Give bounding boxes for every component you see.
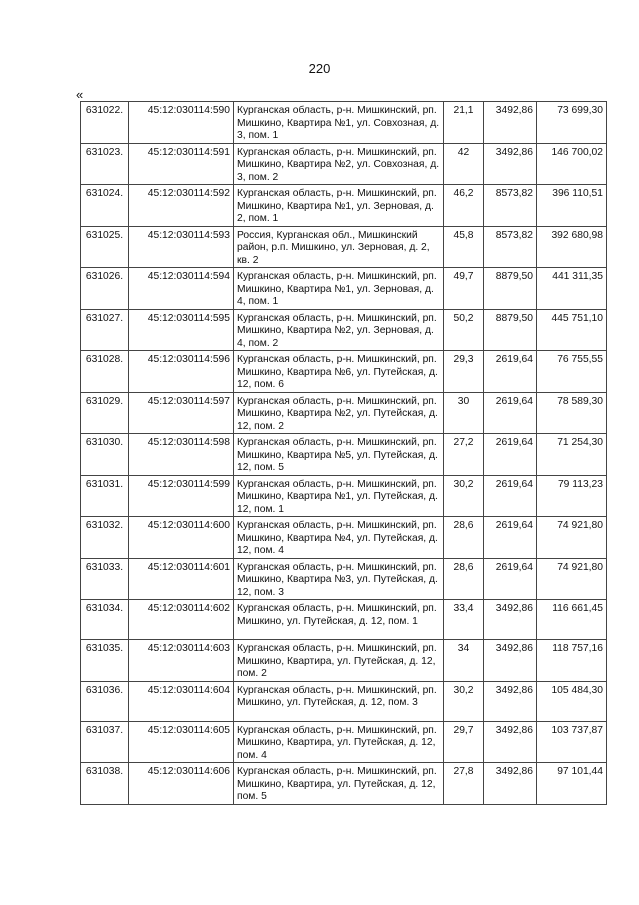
unit-price-cell: 2619,64 — [484, 434, 537, 476]
table-row — [81, 721, 607, 763]
unit-price-cell: 3492,86 — [484, 102, 537, 144]
address-cell: Курганская область, р-н. Мишкинский, рп. Мишкино, Квартира №6, ул. Путейская, д. 12, пом. 6 — [234, 351, 444, 393]
total-value-cell: 74 921,80 — [537, 558, 607, 600]
area-cell: 34 — [444, 640, 484, 682]
address-cell: Курганская область, р-н. Мишкинский, рп. Мишкино, Квартира, ул. Путейская, д. 12, пом. 5 — [234, 763, 444, 805]
table-row — [81, 351, 607, 393]
total-value-cell: 76 755,55 — [537, 351, 607, 393]
total-value-cell: 396 110,51 — [537, 185, 607, 227]
address-cell: Курганская область, р-н. Мишкинский, рп. Мишкино, Квартира, ул. Путейская, д. 12, пом. 2 — [234, 640, 444, 682]
address-cell: Курганская область, р-н. Мишкинский, рп. Мишкино, Квартира №3, ул. Путейская, д. 12, пом. 3 — [234, 558, 444, 600]
total-value-cell: 78 589,30 — [537, 392, 607, 434]
total-value-cell: 103 737,87 — [537, 721, 607, 763]
address-cell: Курганская область, р-н. Мишкинский, рп. Мишкино, Квартира №1, ул. Зерновая, д. 2, пом. 1 — [234, 185, 444, 227]
table-row — [81, 185, 607, 227]
row-number-cell: 631030. — [81, 434, 129, 476]
total-value-cell: 441 311,35 — [537, 268, 607, 310]
unit-price-cell: 3492,86 — [484, 143, 537, 185]
unit-price-cell: 3492,86 — [484, 640, 537, 682]
unit-price-cell: 2619,64 — [484, 517, 537, 559]
row-number-cell: 631038. — [81, 763, 129, 805]
table-row — [81, 309, 607, 351]
row-number-cell: 631034. — [81, 600, 129, 640]
address-cell: Россия, Курганская обл., Мишкинский район, р.п. Мишкино, ул. Зерновая, д. 2, кв. 2 — [234, 226, 444, 268]
cadastral-number-cell: 45:12:030114:596 — [129, 351, 234, 393]
cadastral-number-cell: 45:12:030114:602 — [129, 600, 234, 640]
address-cell: Курганская область, р-н. Мишкинский, рп. Мишкино, Квартира №1, ул. Зерновая, д. 4, пом. 1 — [234, 268, 444, 310]
address-cell: Курганская область, р-н. Мишкинский, рп. Мишкино, Квартира №2, ул. Путейская, д. 12, пом. 2 — [234, 392, 444, 434]
area-cell: 28,6 — [444, 558, 484, 600]
total-value-cell: 71 254,30 — [537, 434, 607, 476]
cadastral-number-cell: 45:12:030114:593 — [129, 226, 234, 268]
area-cell: 29,3 — [444, 351, 484, 393]
total-value-cell: 73 699,30 — [537, 102, 607, 144]
unit-price-cell: 8573,82 — [484, 185, 537, 227]
total-value-cell: 392 680,98 — [537, 226, 607, 268]
row-number-cell: 631033. — [81, 558, 129, 600]
unit-price-cell: 8573,82 — [484, 226, 537, 268]
row-number-cell: 631037. — [81, 721, 129, 763]
area-cell: 30,2 — [444, 475, 484, 517]
unit-price-cell: 2619,64 — [484, 351, 537, 393]
unit-price-cell: 2619,64 — [484, 392, 537, 434]
address-cell: Курганская область, р-н. Мишкинский, рп. Мишкино, Квартира №2, ул. Совхозная, д. 3, пом. 2 — [234, 143, 444, 185]
area-cell: 29,7 — [444, 721, 484, 763]
table-row — [81, 600, 607, 640]
unit-price-cell: 2619,64 — [484, 475, 537, 517]
area-cell: 42 — [444, 143, 484, 185]
unit-price-cell: 3492,86 — [484, 721, 537, 763]
cadastral-number-cell: 45:12:030114:592 — [129, 185, 234, 227]
total-value-cell: 79 113,23 — [537, 475, 607, 517]
cadastral-number-cell: 45:12:030114:604 — [129, 681, 234, 721]
unit-price-cell: 3492,86 — [484, 681, 537, 721]
total-value-cell: 74 921,80 — [537, 517, 607, 559]
open-quote-mark: « — [76, 87, 84, 102]
address-cell: Курганская область, р-н. Мишкинский, рп. Мишкино, Квартира №1, ул. Совхозная, д. 3, пом. 1 — [234, 102, 444, 144]
row-number-cell: 631029. — [81, 392, 129, 434]
cadastral-number-cell: 45:12:030114:603 — [129, 640, 234, 682]
row-number-cell: 631031. — [81, 475, 129, 517]
property-register-table — [80, 101, 607, 805]
address-cell: Курганская область, р-н. Мишкинский, рп. Мишкино, Квартира №4, ул. Путейская, д. 12, пом. 4 — [234, 517, 444, 559]
table-row — [81, 640, 607, 682]
table-row — [81, 392, 607, 434]
row-number-cell: 631032. — [81, 517, 129, 559]
table-row — [81, 517, 607, 559]
row-number-cell: 631025. — [81, 226, 129, 268]
area-cell: 27,8 — [444, 763, 484, 805]
unit-price-cell: 8879,50 — [484, 309, 537, 351]
cadastral-number-cell: 45:12:030114:598 — [129, 434, 234, 476]
cadastral-number-cell: 45:12:030114:599 — [129, 475, 234, 517]
total-value-cell: 445 751,10 — [537, 309, 607, 351]
area-cell: 33,4 — [444, 600, 484, 640]
area-cell: 45,8 — [444, 226, 484, 268]
table-row — [81, 763, 607, 805]
cadastral-number-cell: 45:12:030114:600 — [129, 517, 234, 559]
address-cell: Курганская область, р-н. Мишкинский, рп. Мишкино, Квартира №1, ул. Путейская, д. 12, пом. 1 — [234, 475, 444, 517]
cadastral-number-cell: 45:12:030114:590 — [129, 102, 234, 144]
area-cell: 28,6 — [444, 517, 484, 559]
area-cell: 21,1 — [444, 102, 484, 144]
table-row — [81, 681, 607, 721]
row-number-cell: 631022. — [81, 102, 129, 144]
table-row — [81, 475, 607, 517]
table-row — [81, 558, 607, 600]
row-number-cell: 631035. — [81, 640, 129, 682]
property-register-body — [81, 102, 607, 805]
address-cell: Курганская область, р-н. Мишкинский, рп. Мишкино, Квартира №5, ул. Путейская, д. 12, пом. 5 — [234, 434, 444, 476]
area-cell: 49,7 — [444, 268, 484, 310]
total-value-cell: 105 484,30 — [537, 681, 607, 721]
cadastral-number-cell: 45:12:030114:606 — [129, 763, 234, 805]
row-number-cell: 631023. — [81, 143, 129, 185]
page-number: 220 — [308, 61, 331, 76]
area-cell: 30 — [444, 392, 484, 434]
row-number-cell: 631026. — [81, 268, 129, 310]
address-cell: Курганская область, р-н. Мишкинский, рп. Мишкино, ул. Путейская, д. 12, пом. 3 — [234, 681, 444, 721]
total-value-cell: 97 101,44 — [537, 763, 607, 805]
unit-price-cell: 8879,50 — [484, 268, 537, 310]
area-cell: 30,2 — [444, 681, 484, 721]
total-value-cell: 118 757,16 — [537, 640, 607, 682]
cadastral-number-cell: 45:12:030114:601 — [129, 558, 234, 600]
total-value-cell: 116 661,45 — [537, 600, 607, 640]
table-row — [81, 143, 607, 185]
address-cell: Курганская область, р-н. Мишкинский, рп. Мишкино, Квартира №2, ул. Зерновая, д. 4, пом. 2 — [234, 309, 444, 351]
row-number-cell: 631036. — [81, 681, 129, 721]
area-cell: 50,2 — [444, 309, 484, 351]
cadastral-number-cell: 45:12:030114:595 — [129, 309, 234, 351]
cadastral-number-cell: 45:12:030114:605 — [129, 721, 234, 763]
address-cell: Курганская область, р-н. Мишкинский, рп. Мишкино, Квартира, ул. Путейская, д. 12, пом. 4 — [234, 721, 444, 763]
row-number-cell: 631027. — [81, 309, 129, 351]
table-row — [81, 102, 607, 144]
unit-price-cell: 3492,86 — [484, 600, 537, 640]
total-value-cell: 146 700,02 — [537, 143, 607, 185]
cadastral-number-cell: 45:12:030114:591 — [129, 143, 234, 185]
address-cell: Курганская область, р-н. Мишкинский, рп. Мишкино, ул. Путейская, д. 12, пом. 1 — [234, 600, 444, 640]
row-number-cell: 631028. — [81, 351, 129, 393]
area-cell: 27,2 — [444, 434, 484, 476]
area-cell: 46,2 — [444, 185, 484, 227]
table-row — [81, 226, 607, 268]
table-row — [81, 434, 607, 476]
row-number-cell: 631024. — [81, 185, 129, 227]
cadastral-number-cell: 45:12:030114:597 — [129, 392, 234, 434]
table-row — [81, 268, 607, 310]
cadastral-number-cell: 45:12:030114:594 — [129, 268, 234, 310]
unit-price-cell: 3492,86 — [484, 763, 537, 805]
unit-price-cell: 2619,64 — [484, 558, 537, 600]
